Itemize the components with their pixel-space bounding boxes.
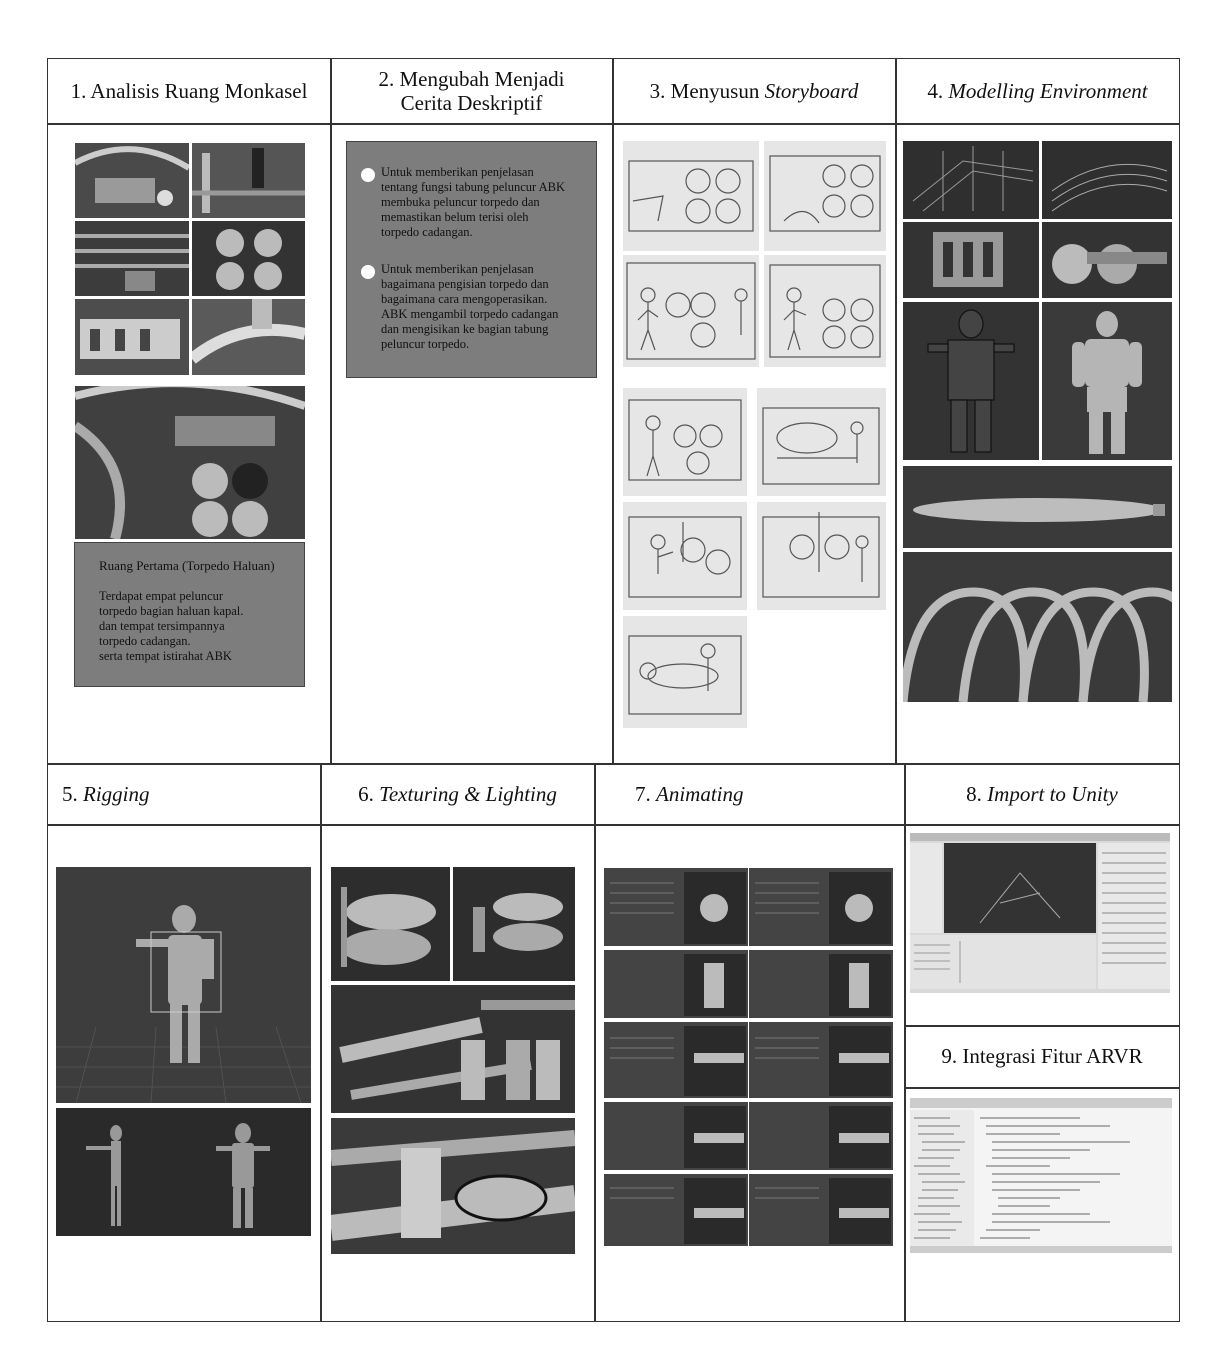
bullet2-line: peluncur torpedo. [381, 337, 470, 351]
header-storyboard: 3. Menyusun Storyboard [649, 78, 859, 103]
storyboard-sketch [623, 502, 747, 610]
bullet1-line: membuka peluncur torpedo dan [381, 195, 540, 209]
room-line: serta tempat istirahat ABK [99, 649, 232, 663]
texturing-render-closeup [331, 1118, 575, 1254]
storyboard-sketch [623, 141, 759, 251]
bullet1-line: Untuk memberikan penjelasan [381, 165, 534, 179]
bullet2-line: Untuk memberikan penjelasan [381, 262, 534, 276]
room-line: torpedo cadangan. [99, 634, 191, 648]
header-analisis: 1. Analisis Ruang Monkasel [70, 78, 308, 103]
story-description-box [346, 141, 597, 378]
header-animating: 7. Animating [635, 781, 744, 806]
col-divider-1 [330, 58, 332, 764]
storyboard-sketch [757, 502, 886, 610]
model-render-torpedo [903, 466, 1172, 548]
room-line: torpedo bagian haluan kapal. [99, 604, 244, 618]
rigging-render-skeleton [56, 1108, 311, 1236]
room-photo [192, 299, 305, 375]
model-render [903, 141, 1039, 219]
room-photo [75, 221, 189, 296]
model-render-frames [903, 552, 1172, 702]
room-title: Ruang Pertama (Torpedo Haluan) [99, 558, 275, 573]
room-photo-large [75, 386, 305, 539]
unity-editor-screenshot [910, 833, 1170, 993]
texturing-render-wide [331, 985, 575, 1113]
header-rigging: 5. Rigging [62, 781, 150, 806]
header-import: 8. Import to Unity [966, 781, 1118, 806]
bullet-icon [361, 168, 375, 182]
model-render [903, 222, 1039, 298]
rigging-render [56, 867, 311, 1103]
texturing-render [331, 867, 450, 981]
col-divider-2 [612, 58, 614, 764]
bullet-icon [361, 265, 375, 279]
model-render-figure [1042, 302, 1172, 460]
room-photo [75, 299, 189, 375]
room-description-box [74, 542, 305, 687]
bullet2-line: bagaimana pengisian torpedo dan [381, 277, 549, 291]
storyboard-sketch [757, 388, 886, 496]
room-line: Terdapat empat peluncur [99, 589, 224, 603]
header-modelling: 4. Modelling Environment [927, 78, 1148, 103]
bullet1-line: tentang fungsi tabung peluncur ABK [381, 180, 565, 194]
header-texturing: 6. Texturing & Lighting [358, 781, 557, 806]
bullet2-line: ABK mengambil torpedo cadangan [381, 307, 559, 321]
header-cerita: 2. Mengubah Menjadi Cerita Deskriptif [378, 66, 565, 115]
room-photo [192, 143, 305, 218]
bullet2-line: bagaimana cara mengoperasikan. [381, 292, 548, 306]
storyboard-sketch [764, 141, 886, 251]
row2-header-divider [47, 824, 1180, 826]
col-divider-3 [895, 58, 897, 764]
model-render [1042, 141, 1172, 219]
row1-header-divider [47, 123, 1180, 125]
room-line: dan tempat tersimpannya [99, 619, 225, 633]
cell9-header-divider [904, 1087, 1180, 1089]
texturing-render [453, 867, 575, 981]
bullet1-line: torpedo cadangan. [381, 225, 473, 239]
storyboard-sketch [623, 255, 759, 367]
bullet1-line: memastikan belum terisi oleh [381, 210, 529, 224]
animating-screens [604, 868, 893, 1250]
room-photo [192, 221, 305, 296]
header-integrasi: 9. Integrasi Fitur ARVR [941, 1044, 1143, 1069]
model-render [1042, 222, 1172, 298]
bullet2-line: dan mengisikan ke bagian tabung [381, 322, 549, 336]
col-divider-4 [320, 763, 322, 1322]
model-render-wireframe-figure [903, 302, 1039, 460]
room-photo [75, 143, 189, 218]
storyboard-sketch [623, 616, 747, 728]
storyboard-sketch [764, 255, 886, 367]
col-divider-5 [594, 763, 596, 1322]
code-editor-screenshot [910, 1098, 1172, 1253]
storyboard-sketch [623, 388, 747, 496]
